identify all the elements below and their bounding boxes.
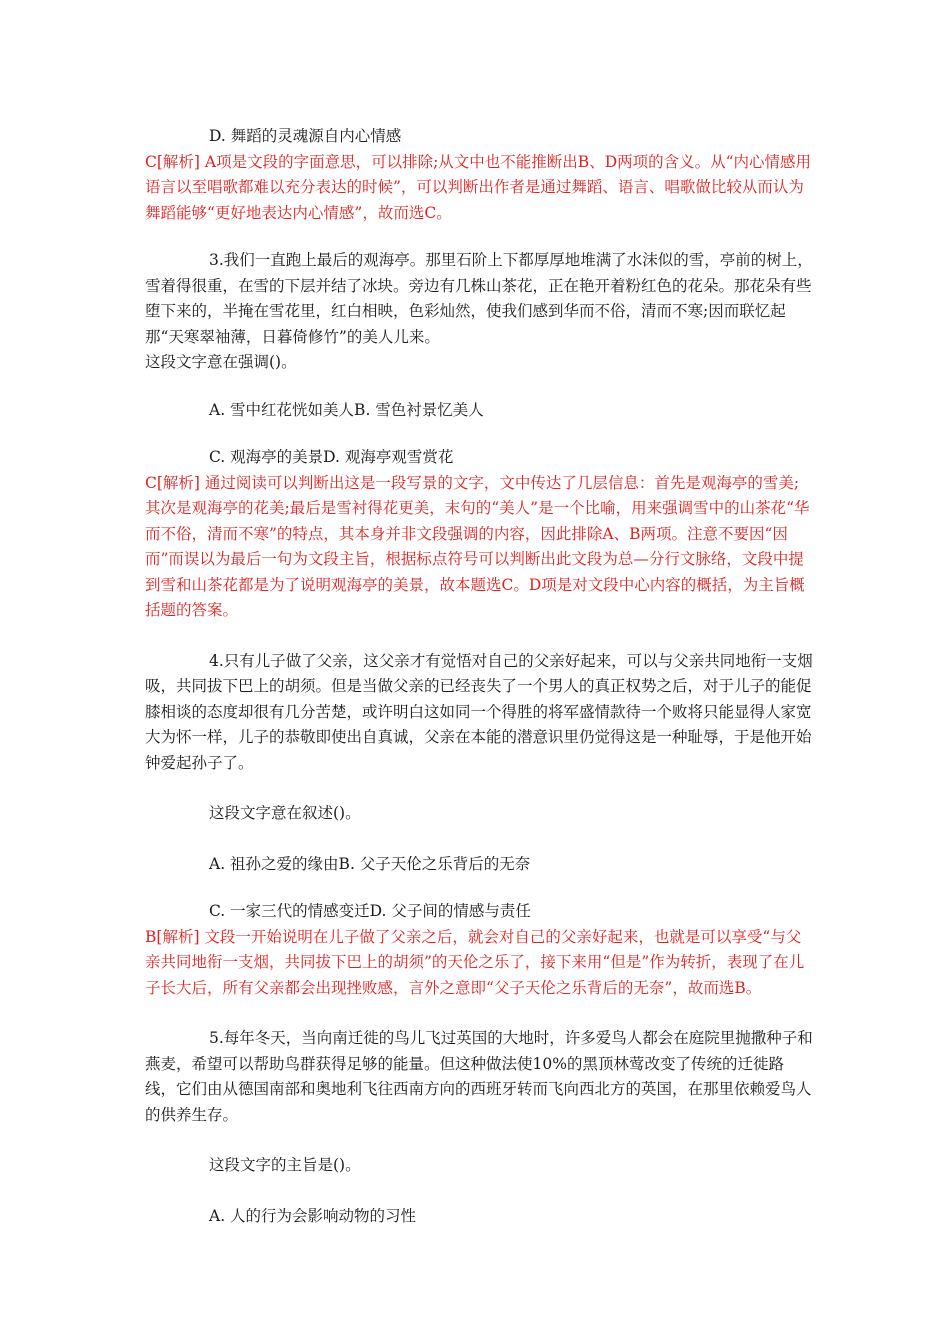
document-page xyxy=(145,0,813,1229)
q3-passage: 3.我们一直跑上最后的观海亭。那里石阶上下都厚厚地堆满了水沫似的雪，亭前的树上，雪着得很重，在雪的下层并结了冰块。旁边有几株山茶花，正在艳开着粉红色的花朵。那花朵有些堕下来的，半掩在雪花里，红白相映，色彩灿然，使我们感到华而不俗，清而不寒;因而联忆起那“天寒翠袖薄，日暮倚修竹”的美人儿来。 xyxy=(145,251,813,346)
q4-options-ab: A. 祖孙之爱的缘由B. 父子天伦之乐背后的无奈 xyxy=(209,854,531,873)
q4-analysis: B[解析] 文段一开始说明在儿子做了父亲之后，就会对自己的父亲好起来，也就是可以享受“与父亲共同地衔一支烟，共同拔下巴上的胡须”的天伦之乐了，接下来用“但是”作为转折，表现了在儿子长大后，所有父亲都会出现挫败感，言外之意即“父子天伦之乐背后的无奈”，故而选B。 xyxy=(145,927,805,997)
q5-option-a: A. 人的行为会影响动物的习性 xyxy=(209,1206,417,1225)
q4-passage: 4.只有儿子做了父亲，这父亲才有觉悟对自己的父亲好起来，可以与父亲共同地衔一支烟吸，共同拔下巴上的胡须。但是当做父亲的已经丧失了一个男人的真正权势之后，对于儿子的能促膝相谈的态度却很有几分苦楚，或许明白这如同一个得胜的将军盛情款待一个败将只能显得人家宽大为怀一样，儿子的恭敬即使出自真诚，父亲在本能的潜意识里仍觉得这是一种耻辱，于是他开始钟爱起孙子了。 xyxy=(145,651,813,772)
q4-options-cd: C. 一家三代的情感变迁D. 父子间的情感与责任 xyxy=(209,902,531,920)
q2-analysis: C[解析] A项是文段的字面意思，可以排除;从文中也不能推断出B、D两项的含义。从“内心情感用语言以至唱歌都难以充分表达的时候”，可以判断出作者是通过舞蹈、语言、唱歌做比较从而认为舞蹈能够“更好地表达内心情感”，故而选C。 xyxy=(145,152,812,222)
q3-analysis: C[解析] 通过阅读可以判断出这是一段写景的文字，文中传达了几层信息：首先是观海亭的雪美;其次是观海亭的花美;最后是雪衬得花更美，末句的“美人”是一个比喻，用来强调雪中的山茶花“华而不俗，清而不寒”的特点，其本身并非文段强调的内容，因此排除A、B两项。注意不要因“因而”而误以为最后一句为文段主旨，根据标点符号可以判断出此文段为总—分行文脉络，文段中提到雪和山茶花都是为了说明观海亭的美景，故本题选C。D项是对文段中心内容的概括，为主旨概括题的答案。 xyxy=(145,473,810,619)
q5-passage: 5.每年冬天，当向南迁徙的鸟儿飞过英国的大地时，许多爱鸟人都会在庭院里抛撒种子和燕麦，希望可以帮助鸟群获得足够的能量。但这种做法使10%的黑顶林莺改变了传统的迁徙路线，它们由从德国南部和奥地利飞往西南方向的西班牙转而飞向西北方的英国，在那里依赖爱鸟人的供养生存。 xyxy=(145,1029,813,1124)
q4-question: 这段文字意在叙述()。 xyxy=(209,804,361,822)
q3-options-ab: A. 雪中红花恍如美人B. 雪色衬景忆美人 xyxy=(209,400,484,419)
q2-option-d: D. 舞蹈的灵魂源自内心情感 xyxy=(209,127,402,145)
q3-question: 这段文字意在强调()。 xyxy=(145,353,297,371)
q3-options-cd: C. 观海亭的美景D. 观海亭观雪赏花 xyxy=(209,448,454,466)
q5-question: 这段文字的主旨是()。 xyxy=(209,1156,361,1174)
